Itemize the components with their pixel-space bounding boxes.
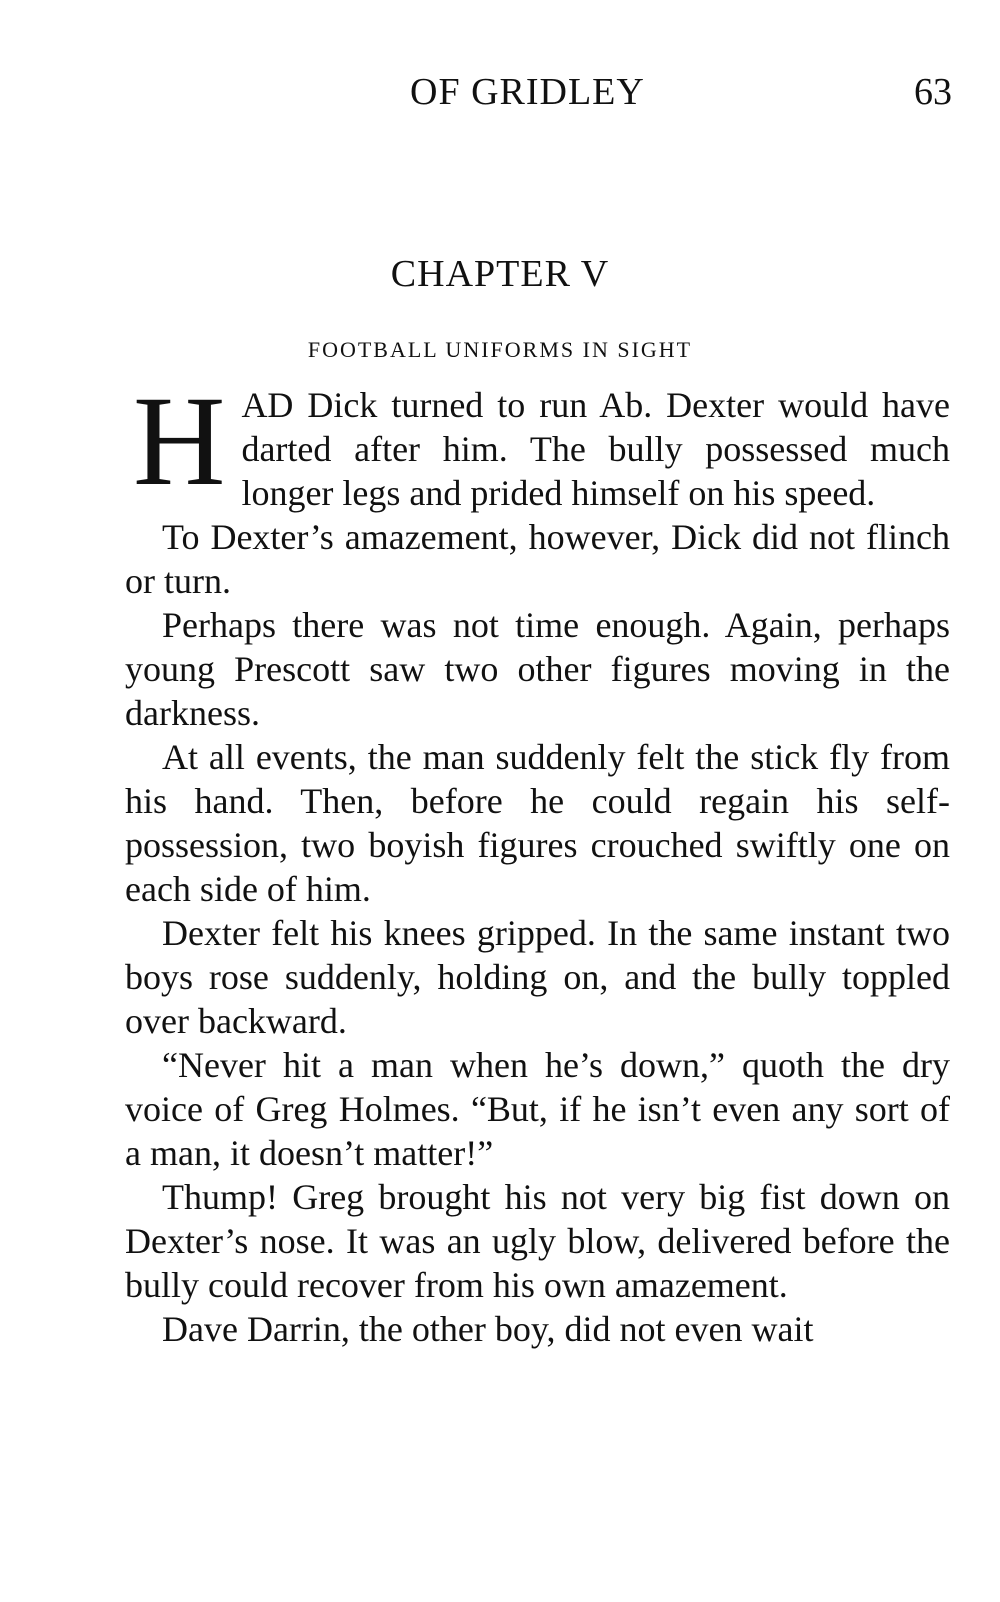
paragraph: Perhaps there was not time enough. Again, perhaps young Prescott saw two other figures moving in the darkness. [125, 605, 950, 733]
paragraph: Dave Darrin, the other boy, did not even wait [162, 1309, 814, 1349]
chapter-title: CHAPTER V [390, 253, 610, 295]
chapter-subtitle: FOOTBALL UNIFORMS IN SIGHT [307, 337, 693, 362]
paragraph: Thump! Greg brought his not very big fist down on Dexter’s nose. It was an ugly blow, delivered before the bully could recover from his own amazement. [125, 1177, 950, 1305]
page-number: 63 [914, 71, 952, 113]
paragraph-text: AD Dick turned to run Ab. Dexter would have darted after him. The bully possessed much longer legs and prided himself on his speed. [241, 385, 950, 513]
running-title: OF GRIDLEY [410, 71, 645, 113]
paragraph [125, 370, 950, 515]
running-head [0, 70, 1000, 120]
paragraph: “Never hit a man when he’s down,” quoth the dry voice of Greg Holmes. “But, if he isn’t even any sort of a man, it doesn’t matter!” [125, 1045, 950, 1173]
paragraph: To Dexter’s amazement, however, Dick did not flinch or turn. [125, 517, 950, 601]
drop-cap: H [133, 370, 226, 512]
paragraph: Dexter felt his knees gripped. In the same instant two boys rose suddenly, holding on, and the bully toppled over backward. [125, 913, 950, 1041]
paragraph: At all events, the man suddenly felt the stick fly from his hand. Then, before he could regain his self-possession, two boyish figures crouched swiftly one on each side of him. [125, 737, 950, 909]
body-text [125, 370, 950, 1351]
